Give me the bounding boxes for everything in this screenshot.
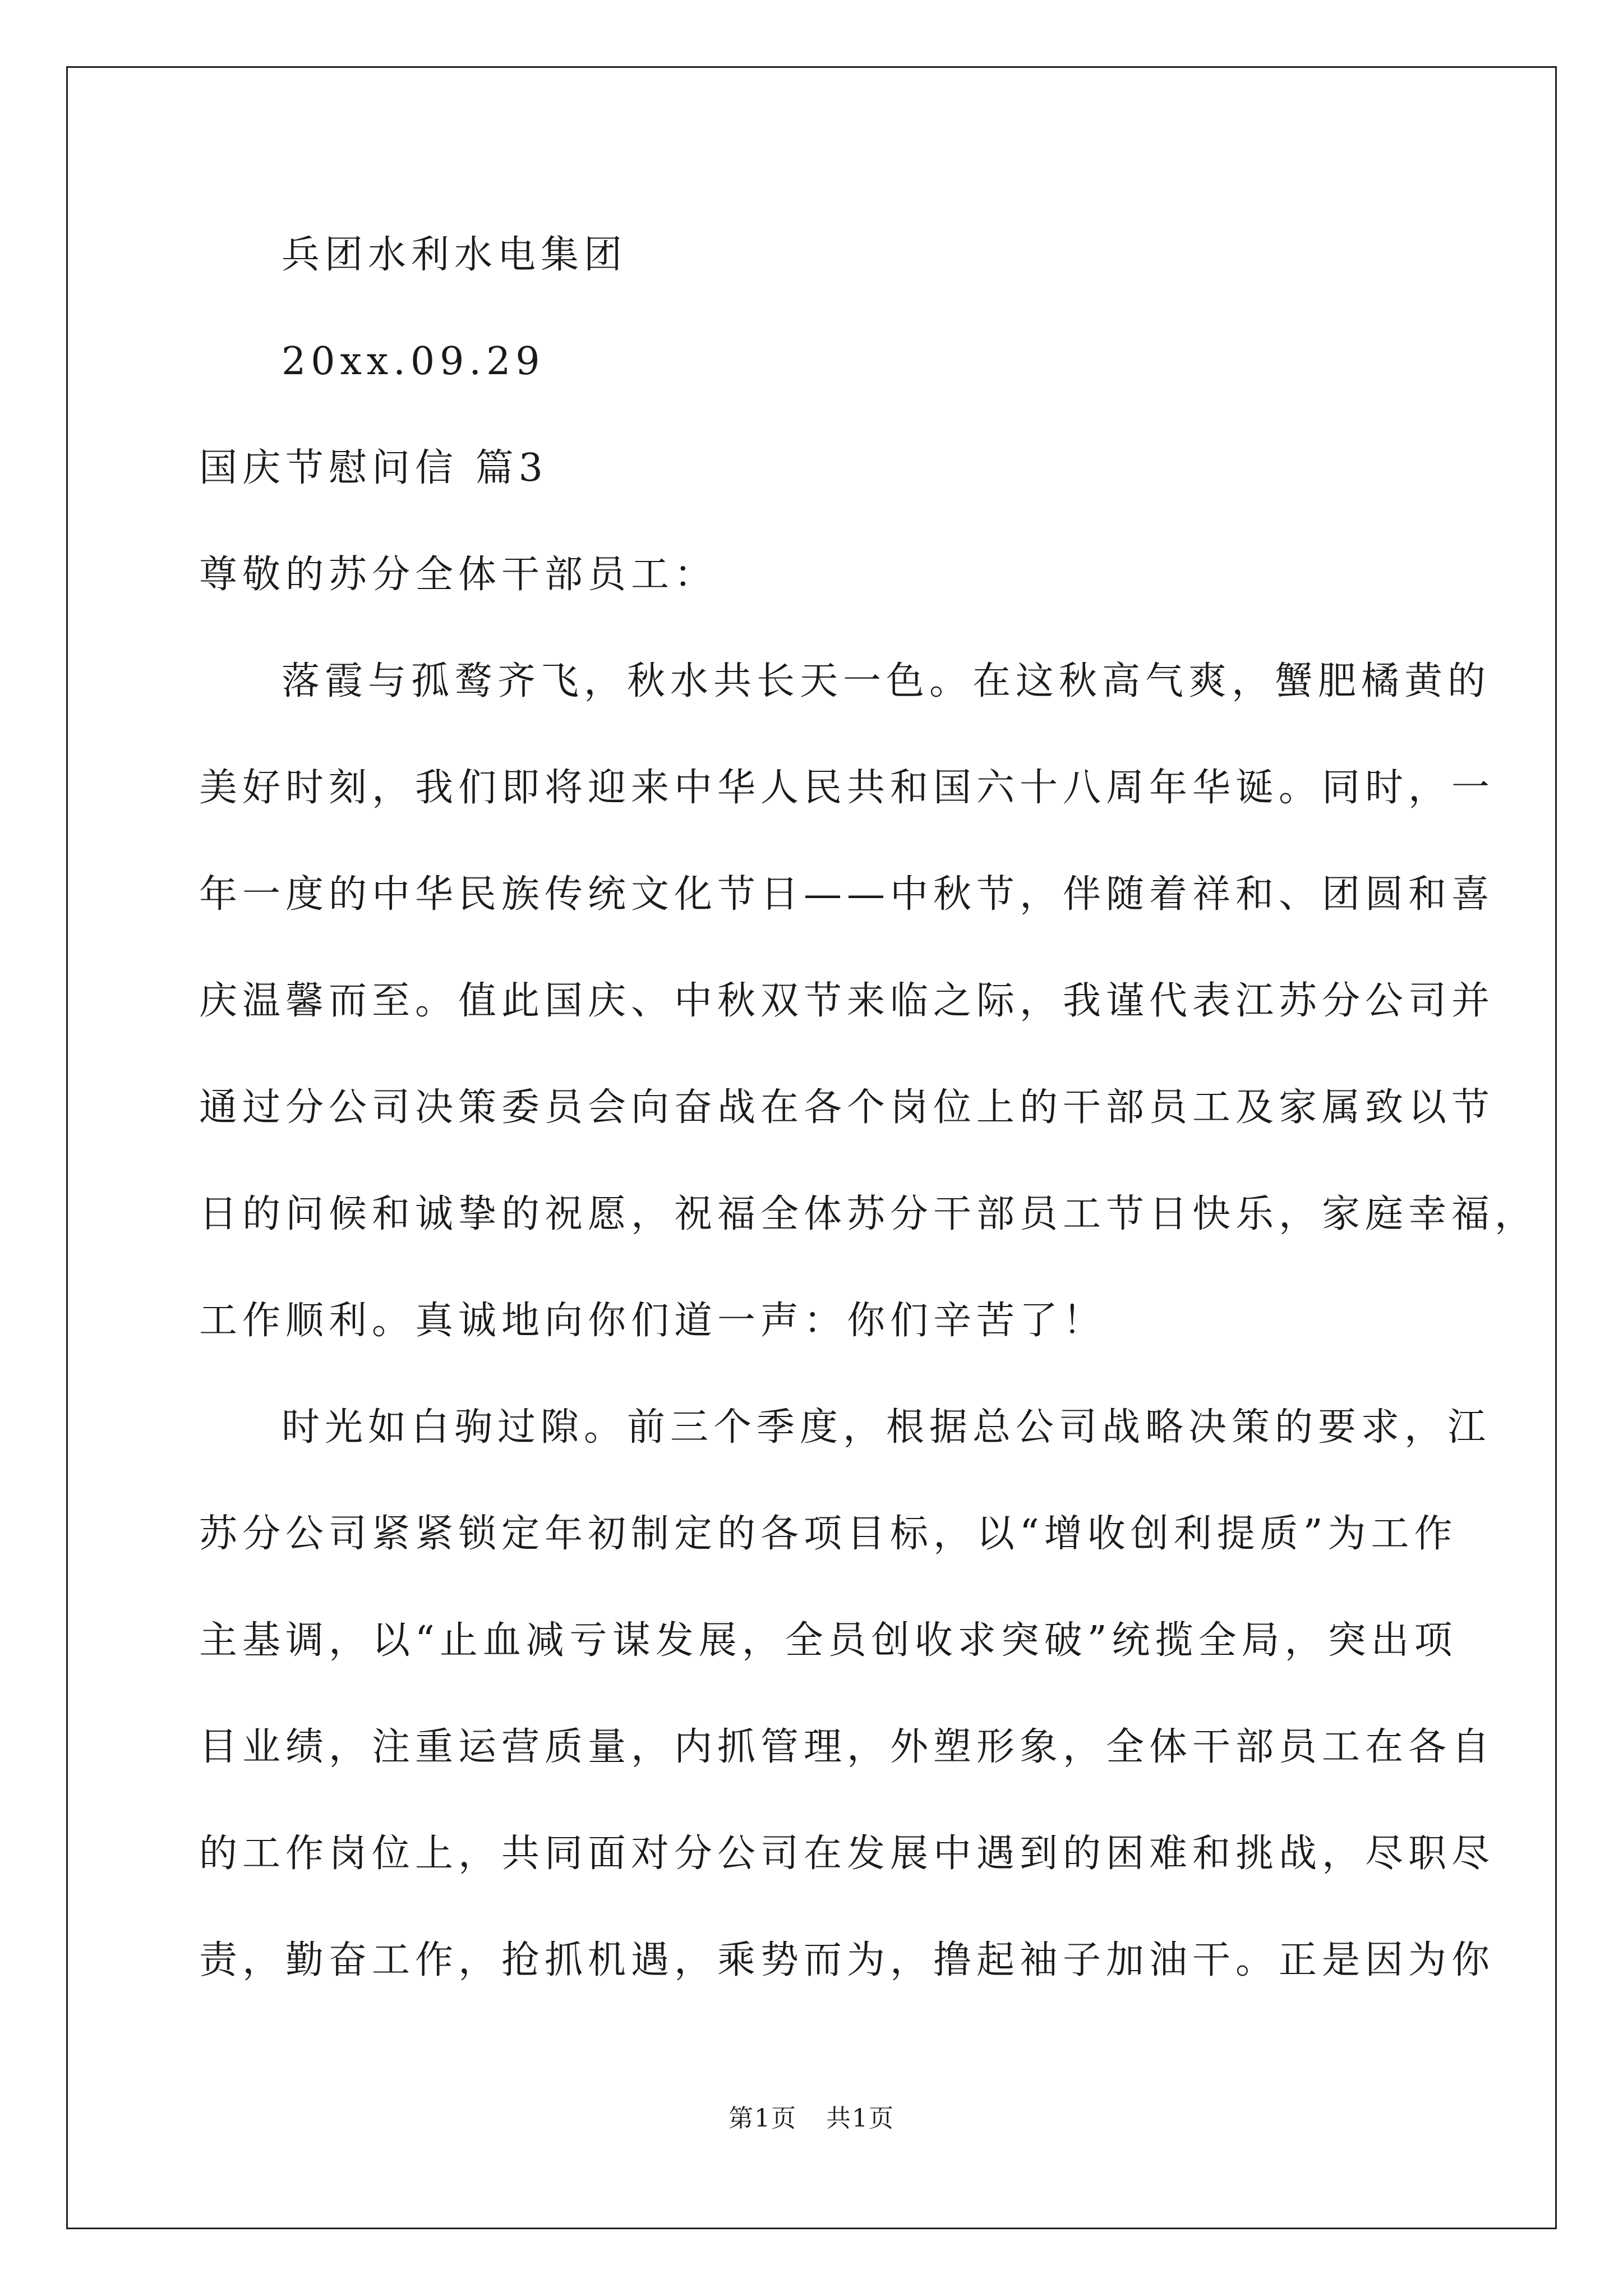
paragraph-line: 通过分公司决策委员会向奋战在各个岗位上的干部员工及家属致以节 xyxy=(199,1085,1495,1130)
paragraph-line: 的工作岗位上，共同面对分公司在发展中遇到的困难和挑战，尽职尽 xyxy=(199,1832,1495,1876)
page-number-total: 共1页 xyxy=(826,2104,895,2133)
signature-date: 20xx.09.29 xyxy=(282,339,545,384)
paragraph-line: 苏分公司紧紧锁定年初制定的各项目标，以“增收创利提质”为工作 xyxy=(199,1512,1458,1556)
paragraph-line: 庆温馨而至。值此国庆、中秋双节来临之际，我谨代表江苏分公司并 xyxy=(199,979,1495,1023)
document-body xyxy=(199,202,1538,2014)
paragraph-2 xyxy=(199,1374,1495,2014)
paragraph-line: 工作顺利。真诚地向你们道一声：你们辛苦了！ xyxy=(199,1299,1106,1343)
paragraph-line: 时光如白驹过隙。前三个季度，根据总公司战略决策的要求，江 xyxy=(282,1405,1491,1450)
signature-organization: 兵团水利水电集团 xyxy=(282,233,628,277)
paragraph-line: 落霞与孤鹜齐飞，秋水共长天一色。在这秋高气爽，蟹肥橘黄的 xyxy=(282,659,1491,703)
paragraph-line: 主基调，以“止血减亏谋发展，全员创收求突破”统揽全局，突出项 xyxy=(199,1618,1458,1663)
paragraph-1 xyxy=(199,628,1538,1374)
paragraph-line: 年一度的中华民族传统文化节日——中秋节，伴随着祥和、团圆和喜 xyxy=(199,872,1495,917)
section-heading: 国庆节慰问信 篇3 xyxy=(199,446,548,490)
salutation: 尊敬的苏分全体干部员工： xyxy=(199,553,718,597)
paragraph-line: 目业绩，注重运营质量，内抓管理，外塑形象，全体干部员工在各自 xyxy=(199,1725,1495,1769)
page-footer xyxy=(0,2098,1623,2134)
page-number-current: 第1页 xyxy=(728,2104,797,2133)
paragraph-line: 美好时刻，我们即将迎来中华人民共和国六十八周年华诞。同时，一 xyxy=(199,766,1495,810)
paragraph-line: 责，勤奋工作，抢抓机遇，乘势而为，撸起袖子加油干。正是因为你 xyxy=(199,1938,1495,1982)
paragraph-line: 日的问候和诚挚的祝愿，祝福全体苏分干部员工节日快乐，家庭幸福， xyxy=(199,1192,1538,1236)
